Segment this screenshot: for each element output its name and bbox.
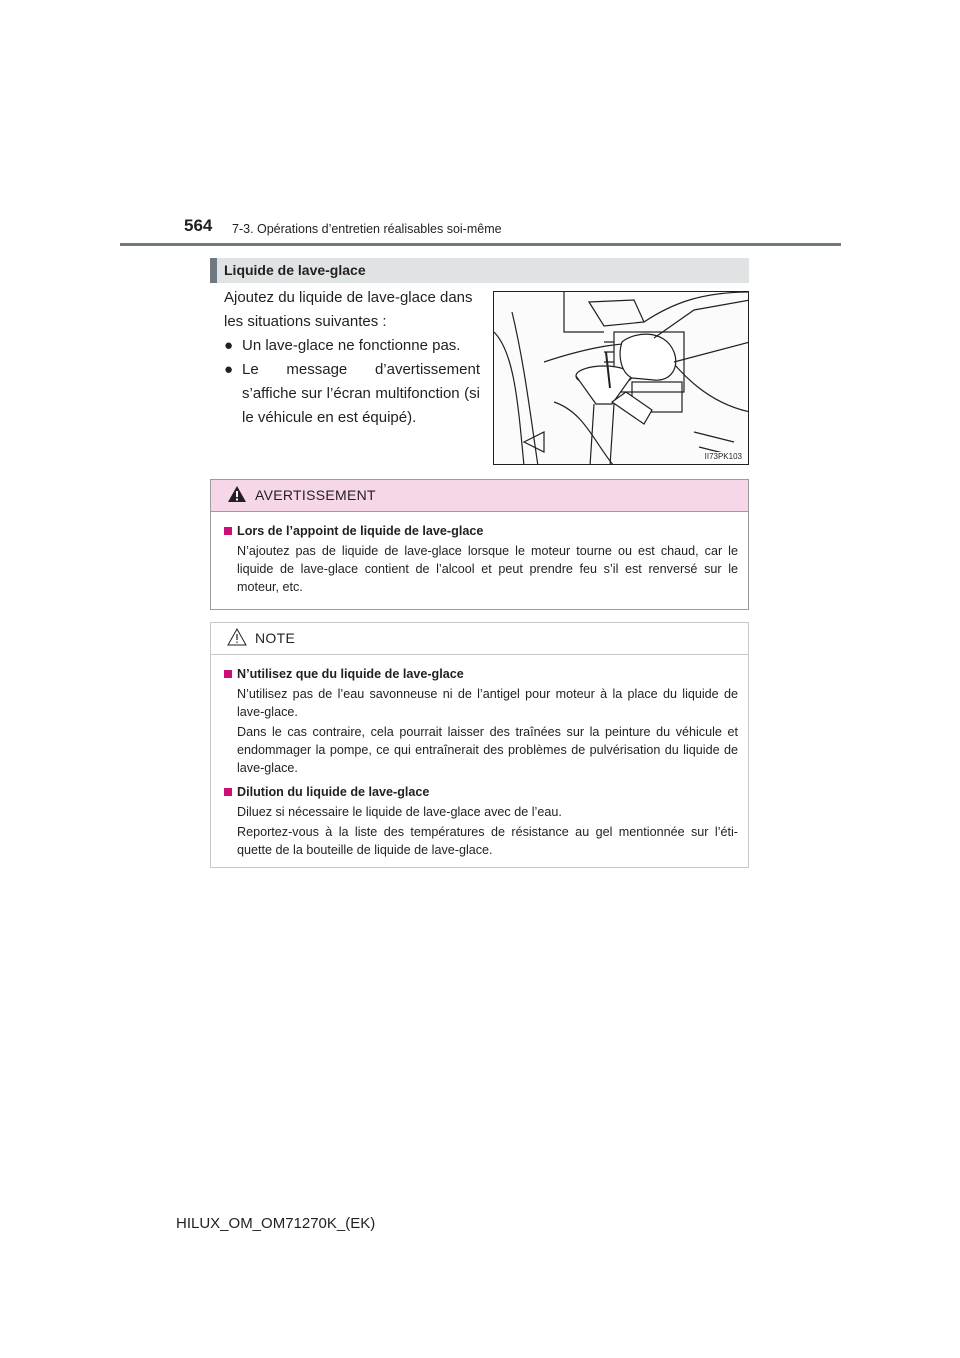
warning-item-text: N’ajoutez pas de liquide de lave-glace lorsque le moteur tourne ou est chaud, car le liquide de lave-glace contient de l’alcool et peut prendre feu s’il est renversé sur le moteur, etc.	[237, 544, 738, 594]
section-path: 7-3. Opérations d’entretien réalisables soi-même	[232, 222, 502, 236]
bullet-item	[224, 358, 480, 430]
warning-body	[211, 512, 748, 596]
note-item-heading	[224, 665, 738, 683]
bullet-text: Le message d’avertissement s’affiche sur l’écran multifonction (si le véhicule en est équipé).	[242, 361, 480, 426]
warning-header	[211, 480, 748, 512]
figure-code: II73PK103	[704, 452, 742, 461]
section-title: Liquide de lave-glace	[224, 262, 366, 278]
section-heading-bar	[210, 258, 217, 283]
intro-text	[224, 286, 480, 430]
footer-model-code: HILUX_OM_OM71270K_(EK)	[176, 1215, 376, 1232]
intro-line-1: Ajoutez du liquide de lave-glace dans	[224, 289, 473, 306]
note-item-heading-text: N’utilisez que du liquide de lave-glace	[237, 667, 464, 681]
magenta-square-marker	[224, 670, 232, 678]
note-box	[210, 622, 749, 868]
note-item-paragraph: Reportez-vous à la liste des températures de résistance au gel mentionnée sur l’éti-quette de la bouteille de liquide de lave-glace.	[237, 825, 738, 857]
washer-fluid-illustration	[493, 291, 749, 465]
magenta-square-marker	[224, 788, 232, 796]
page-number: 564	[184, 216, 213, 235]
magenta-square-marker	[224, 527, 232, 535]
note-header	[211, 623, 748, 655]
note-body	[211, 655, 748, 859]
note-item-heading-text: Dilution du liquide de lave-glace	[237, 785, 430, 799]
note-item-heading	[224, 783, 738, 801]
note-item-paragraph: N’utilisez pas de l’eau savonneuse ni de l’antigel pour moteur à la place du liquide de lave-glace.	[237, 687, 738, 719]
section-heading	[210, 258, 749, 283]
bullet-text: Un lave-glace ne fonctionne pas.	[242, 337, 461, 354]
warning-title: AVERTISSEMENT	[255, 487, 376, 503]
warning-item-heading	[224, 522, 738, 540]
warning-box	[210, 479, 749, 610]
caution-triangle-icon	[227, 628, 247, 646]
note-item-paragraph: Dans le cas contraire, cela pourrait laisser des traînées sur la peinture du véhicule et endommager la pompe, ce qui entraînerait des problèmes de pulvérisation du liquide de lave-glace.	[237, 725, 738, 775]
intro-line-2: les situations suivantes :	[224, 313, 387, 330]
header-rule	[120, 243, 841, 246]
warning-item-heading-text: Lors de l’appoint de liquide de lave-glace	[237, 524, 484, 538]
bullet-dot: ●	[224, 337, 234, 354]
illustration-drawing	[494, 292, 749, 465]
note-title: NOTE	[255, 630, 296, 646]
bullet-item	[224, 334, 480, 358]
note-item-paragraph: Diluez si nécessaire le liquide de lave-glace avec de l’eau.	[237, 805, 562, 819]
warning-triangle-icon	[227, 485, 247, 503]
bullet-dot: ●	[224, 361, 234, 378]
